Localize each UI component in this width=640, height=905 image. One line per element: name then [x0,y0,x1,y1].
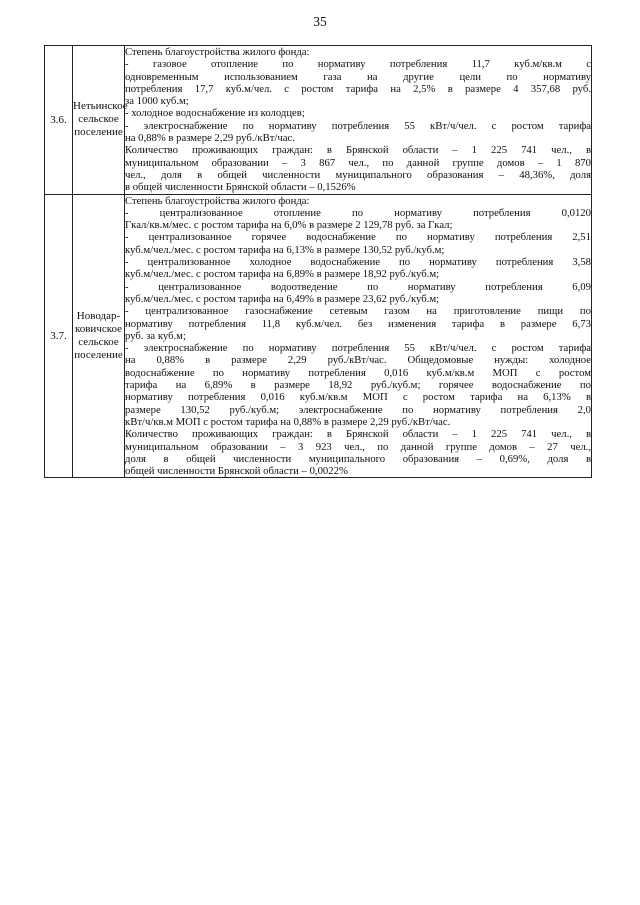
description-line: Степень благоустройства жилого фонда: [125,194,310,207]
settlement-name-line: Новодар- [76,309,121,322]
description-line: на 0,88% в размере 2,29 руб./кВт/час. [125,132,295,145]
description-line: - электроснабжение по нормативу потребления 55 кВт/ч/чел. с ростом тарифа [125,342,591,355]
table-row [45,194,592,478]
housing-description [125,194,592,478]
description-line: - холодное водоснабжение из колодцев; [125,107,305,120]
description-line: кВт/ч/кв.м МОП с ростом тарифа на 0,88% в размере 2,29 руб./кВт/час. [125,415,451,428]
description-line: куб.м/чел./мес. с ростом тарифа на 6,13% в размере 130,52 руб./куб.м; [125,243,445,256]
description-line: Количество проживающих граждан: в Брянской области – 1 225 741 чел., в [125,428,591,441]
description-line: нормативу потребления 11,8 куб.м/чел. без изменения тарифа в размере 6,73 [125,317,591,330]
description-line: муниципальном образовании – 3 867 чел., по данной группе домов – 1 870 [125,156,591,169]
description-line: - централизованное водоотведение по нормативу потребления 6,09 [125,280,591,293]
row-number: 3.7. [45,194,73,478]
settlement-name-line: сельское [78,113,119,126]
description-line: - централизованное отопление по нормативу потребления 0,0120 [125,206,591,219]
tariff-table [44,45,592,478]
page-number: 35 [313,14,327,29]
description-line: Количество проживающих граждан: в Брянской области – 1 225 741 чел., в [125,144,591,157]
description-line: в общей численности Брянской области – 0,1526% [125,181,356,194]
housing-description [125,46,592,195]
description-line: руб. за куб.м; [125,329,186,342]
description-line: доля в общей численности муниципального образования – 0,69%, доля в [125,452,591,465]
settlement-name-line: ковичское [74,322,123,335]
description-line: - централизованное холодное водоснабжение по нормативу потребления 3,58 [125,256,591,269]
settlement-name-line: поселение [74,126,123,139]
description-line: на 0,88% в размере 2,29 руб./кВт/час. Общедомовые нужды: холодное [125,354,591,367]
description-line: - централизованное горячее водоснабжение по нормативу потребления 2,51 [125,231,591,244]
table-body [45,46,592,478]
description-line: за 1000 куб.м; [125,95,189,108]
settlement-name-line: Нетьинское [73,100,128,113]
description-line: куб.м/чел./мес. с ростом тарифа на 6,89% в размере 18,92 руб./куб.м; [125,268,440,281]
description-line: тарифа на 6,89% в размере 18,92 руб./куб.м; горячее водоснабжение по [125,379,591,392]
description-line: - централизованное газоснабжение сетевым газом на приготовление пищи по [125,305,591,318]
description-line: куб.м/чел./мес. с ростом тарифа на 6,49% в размере 23,62 руб./куб.м; [125,292,440,305]
description-line: общей численности Брянской области – 0,0022% [125,465,348,478]
description-line: - газовое отопление по нормативу потребления 11,7 куб.м/кв.м с [125,58,591,71]
description-line: водоснабжение по нормативу потребления 0,016 куб.м/кв.м МОП с ростом [125,366,591,379]
description-line: Степень благоустройства жилого фонда: [125,46,310,58]
description-line: размере 130,52 руб./куб.м; электроснабжение по нормативу потребления 2,0 [125,403,591,416]
description-line: потребления 17,7 куб.м/чел. с ростом тарифа на 2,5% в размере 4 357,68 руб. [125,82,591,95]
description-line: Гкал/кв.м/мес. с ростом тарифа на 6,0% в размере 2 129,78 руб. за Гкал; [125,219,453,232]
description-line: нормативу потребления 0,016 куб.м/кв.м МОП с ростом тарифа на 6,13% в [125,391,591,404]
settlement-name-line: сельское [78,335,119,348]
description-line: одновременным использованием газа на другие цели по нормативу [125,70,591,83]
description-line: - электроснабжение по нормативу потребления 55 кВт/ч/чел. с ростом тарифа [125,119,591,132]
description-line: чел., доля в общей численности муниципального образования – 48,36%, доля [125,168,591,181]
row-number: 3.6. [45,46,73,195]
description-line: муниципальном образовании – 3 923 чел., по данной группе домов – 27 чел., [125,440,591,453]
settlement-name [73,194,125,478]
table-row [45,46,592,195]
settlement-name-line: поселение [74,348,123,361]
settlement-name [73,46,128,195]
